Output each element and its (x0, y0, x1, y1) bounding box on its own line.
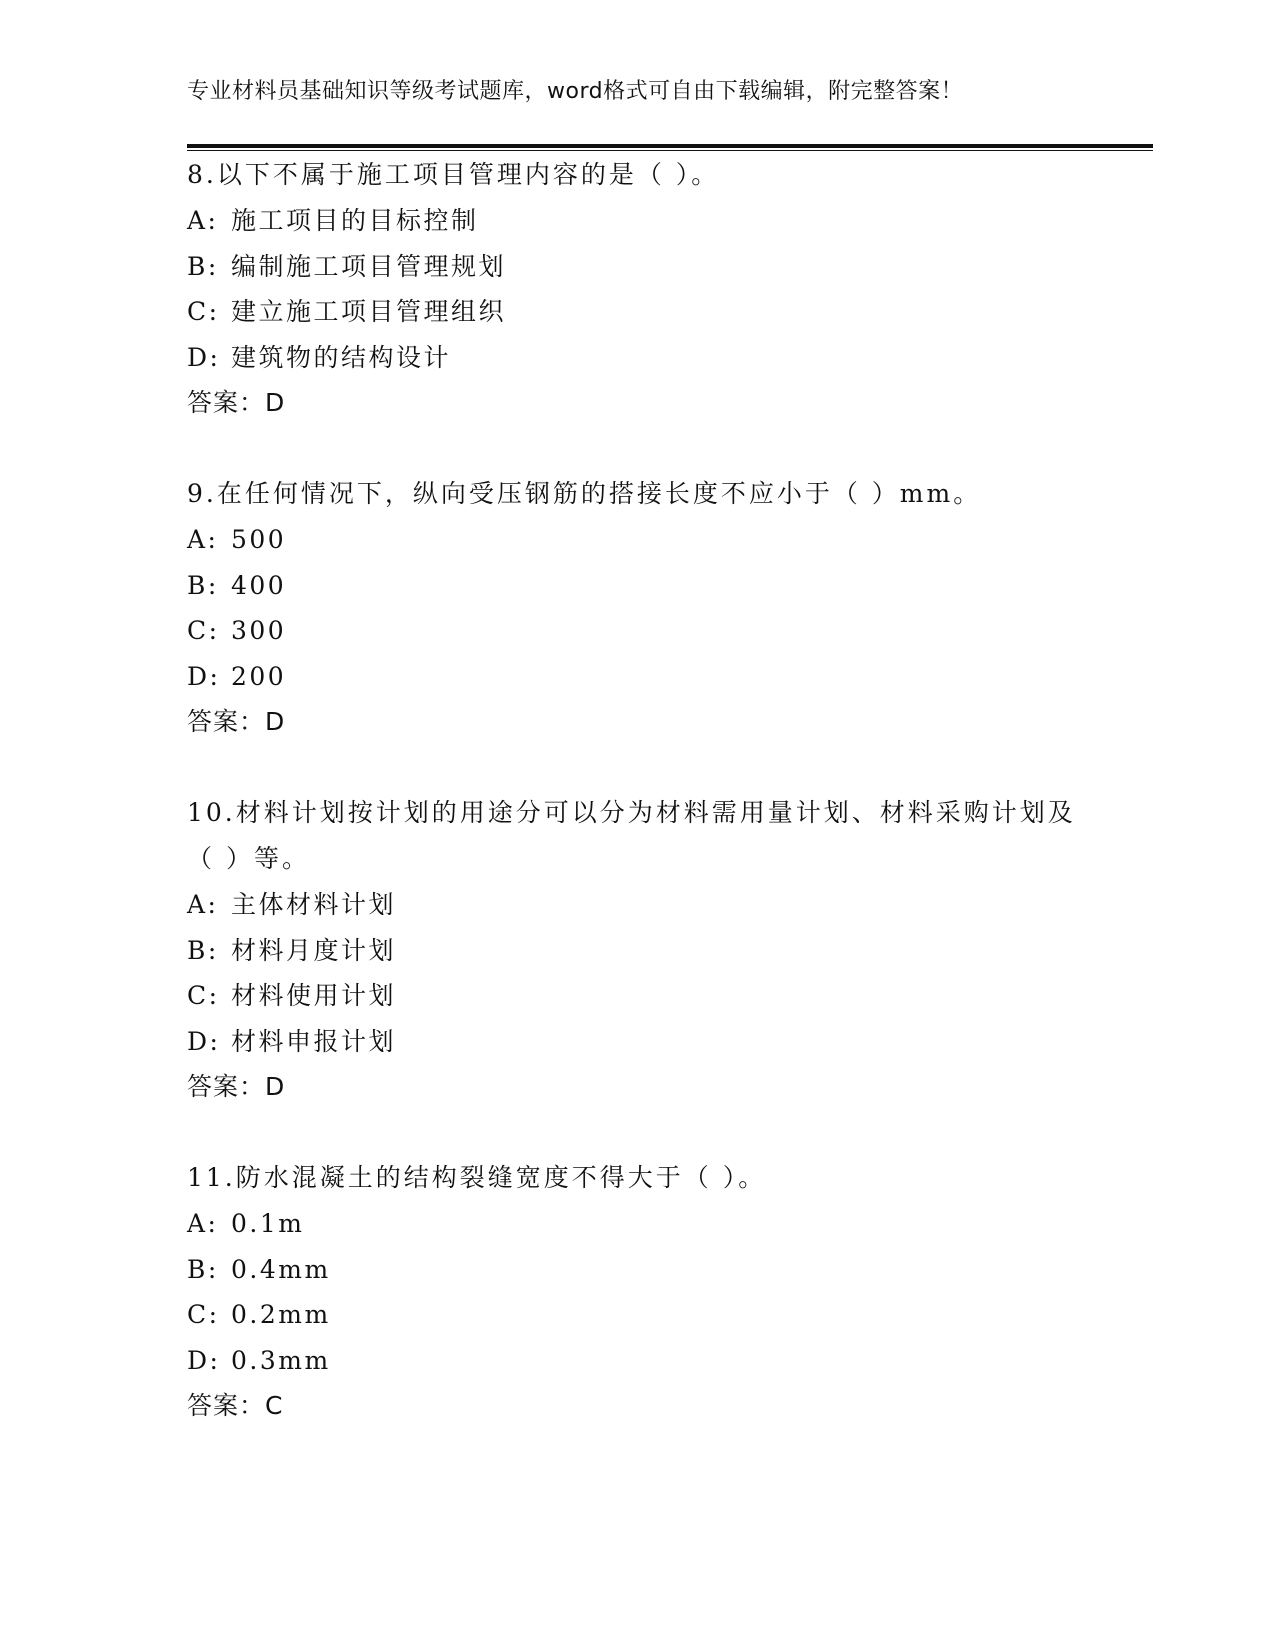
option-d (187, 654, 1087, 700)
question-11 (187, 1155, 1087, 1429)
option-letter: B: (187, 1254, 219, 1284)
option-b (187, 244, 1087, 290)
option-a (187, 1201, 1087, 1247)
header-rule-thick (187, 144, 1153, 148)
answer-line: 答案：D (187, 388, 286, 417)
option-text: 主体材料计划 (231, 890, 397, 919)
option-text: 建立施工项目管理组织 (231, 297, 507, 326)
page-header: 专业材料员基础知识等级考试题库，word格式可自由下载编辑，附完整答案！ (187, 79, 964, 104)
option-text: 0.2mm (231, 1300, 331, 1329)
option-a (187, 517, 1087, 563)
option-letter: A: (187, 1209, 219, 1238)
question-10 (187, 790, 1087, 1110)
option-c (187, 973, 1087, 1019)
option-letter: D: (187, 661, 221, 691)
option-text: 0.4mm (231, 1254, 331, 1284)
option-b (187, 928, 1087, 974)
question-stem: 10.材料计划按计划的用途分可以分为材料需用量计划、材料采购计划及（ ）等。 (187, 798, 1076, 873)
question-9 (187, 471, 1087, 745)
option-text: 材料使用计划 (231, 981, 397, 1010)
question-stem: 11.防水混凝土的结构裂缝宽度不得大于（ ）。 (187, 1163, 767, 1192)
answer-line: 答案：D (187, 707, 286, 736)
option-c (187, 289, 1087, 335)
option-letter: C: (187, 981, 220, 1010)
option-text: 编制施工项目管理规划 (231, 251, 507, 281)
option-letter: A: (187, 890, 219, 919)
question-stem: 9.在任何情况下，纵向受压钢筋的搭接长度不应小于（ ）mm。 (187, 479, 982, 508)
option-text: 300 (231, 616, 287, 645)
option-text: 材料申报计划 (231, 1026, 397, 1056)
option-text: 400 (231, 570, 287, 600)
option-text: 0.1m (231, 1209, 305, 1238)
option-text: 施工项目的目标控制 (231, 206, 479, 235)
option-text: 500 (231, 525, 287, 554)
option-letter: D: (187, 1345, 221, 1375)
answer-line: 答案：D (187, 1072, 286, 1101)
option-letter: B: (187, 570, 219, 600)
option-b (187, 563, 1087, 609)
option-letter: C: (187, 616, 220, 645)
question-list (187, 152, 1087, 1474)
option-c (187, 1292, 1087, 1338)
option-b (187, 1247, 1087, 1293)
option-text: 材料月度计划 (231, 935, 397, 965)
option-letter: D: (187, 1026, 221, 1056)
option-a (187, 882, 1087, 928)
option-a (187, 198, 1087, 244)
option-letter: D: (187, 342, 221, 372)
option-d (187, 335, 1087, 381)
option-letter: C: (187, 1300, 220, 1329)
option-letter: B: (187, 251, 219, 281)
option-d (187, 1338, 1087, 1384)
header-rule-thin (187, 150, 1153, 151)
answer-line: 答案：C (187, 1391, 284, 1420)
option-text: 建筑物的结构设计 (231, 342, 452, 372)
option-text: 200 (231, 661, 287, 691)
option-letter: A: (187, 525, 219, 554)
option-text: 0.3mm (231, 1345, 331, 1375)
option-c (187, 608, 1087, 654)
option-d (187, 1019, 1087, 1065)
question-stem: 8.以下不属于施工项目管理内容的是（ ）。 (187, 160, 720, 189)
question-8 (187, 152, 1087, 426)
option-letter: C: (187, 297, 220, 326)
option-letter: A: (187, 206, 219, 235)
option-letter: B: (187, 935, 219, 965)
